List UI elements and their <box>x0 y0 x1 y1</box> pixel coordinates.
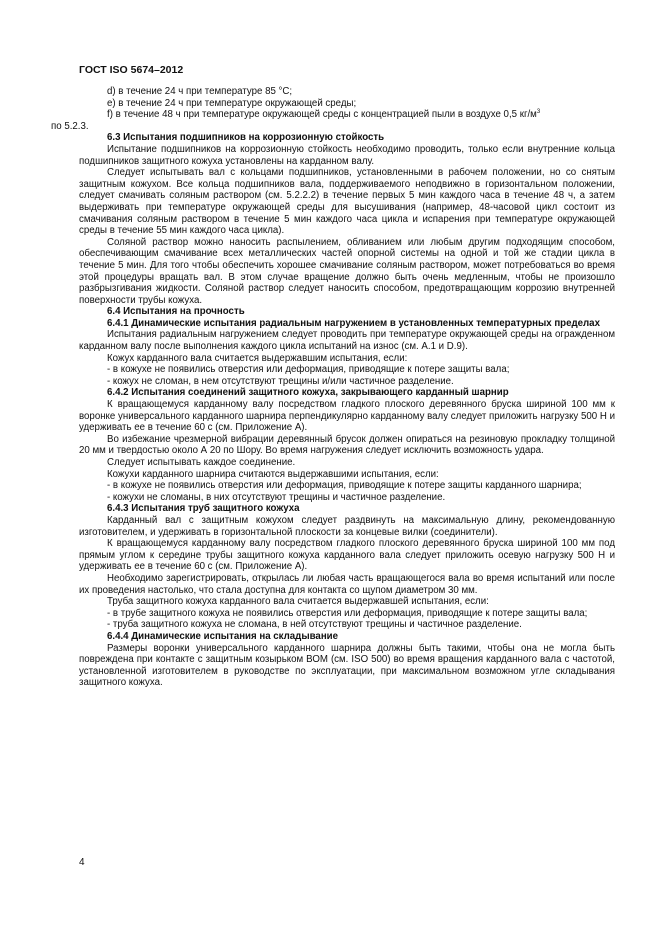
paragraph-text: Испытания радиальным нагружением следует проводить при температуре окружающей среды на огражденном карданном валу после выполнения каждого цикла испытаний на износ (см. А.1 и D.9). <box>79 329 615 353</box>
paragraph <box>79 619 615 631</box>
document-body <box>51 86 615 689</box>
paragraph-text: 6.4 Испытания на прочность <box>107 306 245 318</box>
paragraph-text: е) в течение 24 ч при температуре окружающей среды; <box>107 97 357 109</box>
paragraph-text: Следует испытывать каждое соединение. <box>107 457 296 468</box>
paragraph-text: Во избежание чрезмерной вибрации деревянный брусок должен опираться на резиновую прокладку толщиной 20 мм и твердостью около А 20 по Шору. Во время нагружения следует исключить возможность удара. <box>79 433 615 457</box>
paragraph-text: Размеры воронки универсального карданного шарнира должны быть такими, чтобы она не могла быть повреждена при контакте с защитным козырьком ВОМ (см. ISO 500) во время вращения карданного вала с частотой, установленной изготовителем в руководстве по эксплуатации, при максимальном возможном угле складывания защитного кожуха. <box>79 642 615 689</box>
paragraph <box>79 515 615 538</box>
paragraph <box>79 237 615 307</box>
paragraph <box>79 167 615 237</box>
paragraph <box>79 573 615 596</box>
section-heading <box>79 387 615 399</box>
section-heading <box>79 132 615 144</box>
paragraph-text: 6.3 Испытания подшипников на коррозионную стойкость <box>107 132 385 144</box>
paragraph-text: - в трубе защитного кожуха не появились отверстия или деформация, приводящие к потере защиты вала; <box>107 607 588 619</box>
paragraph-text: - в кожухе не появились отверстия или деформация, приводящие к потере защиты карданного шарнира; <box>107 480 582 492</box>
paragraph-text: - кожухи не сломаны, в них отсутствуют трещины и частичное разделение. <box>107 491 446 503</box>
paragraph-text: - труба защитного кожуха не сломана, в ней отсутствуют трещины и частичное разделение. <box>107 619 522 631</box>
paragraph-text: f) в течение 48 ч при температуре окружающей среды с концентрацией пыли в воздухе 0,5 кг/м <box>107 109 537 121</box>
paragraph <box>79 608 615 620</box>
paragraph-text: Необходимо зарегистрировать, открылась ли любая часть вращающегося вала во время испытаний или после их проведения настолько, что стала доступна для контакта со щупом диаметром 30 мм. <box>79 572 615 596</box>
paragraph-text: К вращающемуся карданному валу посредством гладкого плоского деревянного бруска шириной 100 мм к воронке универсального карданного шарнира перпендикулярно карданному валу следует приложить нагрузку 500 Н и удерживать ее в течение 60 с (см. Приложение А). <box>79 399 615 434</box>
paragraph <box>79 86 615 98</box>
paragraph-text-continued: по 5.2.3. <box>51 120 89 132</box>
section-heading <box>79 503 615 515</box>
paragraph-text: Следует испытывать вал с кольцами подшипников, установленными в рабочем положении, но со снятым защитным кожухом. Все кольца подшипников вала, поддерживаемого неподвижно в горизонтальном положении, следует смачивать соляным раствором (см. 5.2.2.2) в течение первых 5 мин каждого часа в течение 48 ч, а затем выдерживать при температуре окружающей среды для высушивания (например, 48-часовой цикл состоит из смачивания соляным раствором в течение 5 мин каждого часа цикла и испарения при температуре окружающей среды в течение 55 мин каждого часа цикла). <box>79 167 615 237</box>
paragraph-text: Карданный вал с защитным кожухом следует раздвинуть на максимальную длину, рекомендованную изготовителем, и удерживать в горизонтальной плоскости за концевые вилки (соединители). <box>79 514 615 538</box>
paragraph <box>79 98 615 110</box>
section-heading <box>79 631 615 643</box>
paragraph <box>79 643 615 689</box>
paragraph <box>79 376 615 388</box>
paragraph <box>79 353 615 365</box>
section-heading <box>79 306 615 318</box>
paragraph-text: - кожух не сломан, в нем отсутствуют трещины и/или частичное разделение. <box>107 375 454 387</box>
paragraph-text: К вращающемуся карданному валу посредством гладкого плоского деревянного бруска шириной 100 мм под прямым углом к середине трубы защитного кожуха карданного вала следует приложить осевую нагрузку 500 Н и удерживать ее в течение 60 с (см. Приложение А). <box>79 538 615 573</box>
paragraph-text: 6.4.2 Испытания соединений защитного кожуха, закрывающего карданный шарнир <box>107 387 509 399</box>
paragraph <box>79 434 615 457</box>
paragraph-text: - в кожухе не появились отверстия или деформация, приводящие к потере защиты вала; <box>107 364 510 376</box>
paragraph <box>79 480 615 492</box>
paragraph-text: Кожухи карданного шарнира считаются выдержавшими испытания, если: <box>107 468 439 480</box>
page-number: 4 <box>79 857 85 868</box>
paragraph <box>79 457 615 469</box>
paragraph-text: Соляной раствор можно наносить распылением, обливанием или любым другим подходящим способом, обеспечивающим смачивание всех металлических частей опорной системы на одной и той же стадии цикла в течение 5 мин. Для того чтобы обеспечить хорошее смачивание соляным раствором, может потребоваться во время этой процедуры вращать вал. В этом случае вращение должно быть очень медленным, чтобы не произошло разбрызгивания жидкости. Соляной раствор следует наносить способом, предотвращающим коррозию внутренней поверхности трубы кожуха. <box>79 236 615 306</box>
superscript: 3 <box>536 108 541 115</box>
paragraph-text: 6.4.4 Динамические испытания на складывание <box>107 630 339 642</box>
paragraph <box>79 596 615 608</box>
paragraph <box>79 364 615 376</box>
paragraph <box>79 492 615 504</box>
paragraph-text: Труба защитного кожуха карданного вала считается выдержавшей испытания, если: <box>107 596 489 608</box>
paragraph-text: Кожух карданного вала считается выдержавшим испытания, если: <box>107 352 408 364</box>
paragraph-text: Испытание подшипников на коррозионную стойкость необходимо проводить, только если внутренние кольца подшипников защитного кожуха установлены на карданном валу. <box>79 143 615 167</box>
paragraph-text: 6.4.3 Испытания труб защитного кожуха <box>107 503 300 515</box>
paragraph <box>79 144 615 167</box>
paragraph <box>51 108 615 132</box>
paragraph <box>79 538 615 573</box>
paragraph-text: 6.4.1 Динамические испытания радиальным нагружением в установленных температурных пределах <box>107 317 600 329</box>
document-header: ГОСТ ISO 5674–2012 <box>79 64 184 76</box>
section-heading <box>79 318 615 330</box>
paragraph <box>79 469 615 481</box>
paragraph <box>79 399 615 434</box>
paragraph-text: d) в течение 24 ч при температуре 85 °С; <box>107 86 293 97</box>
paragraph <box>79 329 615 352</box>
